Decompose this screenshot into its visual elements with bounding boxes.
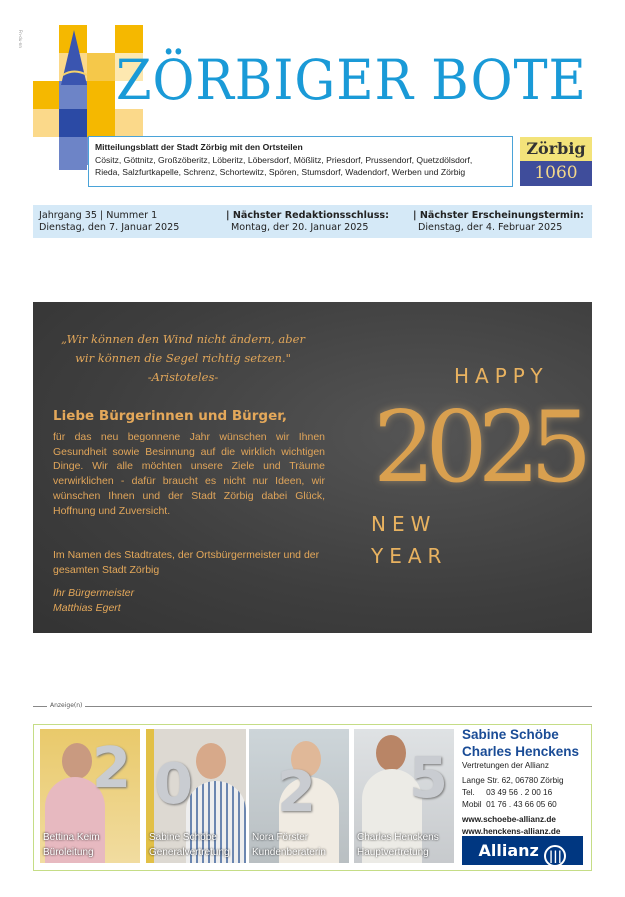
new-year-text	[371, 508, 447, 572]
quote	[53, 330, 313, 387]
badge-top: Zörbig	[520, 137, 592, 161]
issue-info-bar	[33, 205, 592, 238]
quote-line-1: „Wir können den Wind nicht ändern, aber	[61, 332, 305, 346]
agent-name-2: Charles Henckens	[462, 743, 580, 759]
quote-line-2: wir können die Segel richtig setzen."	[75, 351, 291, 365]
staff-role: Kundenberaterin	[252, 847, 326, 858]
newspaper-title: ZÖRBIGER BOTE	[116, 48, 587, 112]
next-issue-label: | Nächster Erscheinungstermin:	[413, 210, 584, 221]
greeting-body: für das neu begonnene Jahr wünschen wir Ihnen Gesundheit sowie Besinnung auf die wirklich wichtigen Dinge. Wir alle möchten unsere Ziele und Träume verwirklichen - dafür braucht es nicht nur Ideen, wir wünschen Ihnen und der Stadt Zörbig dabei Glück, Hoffnung und Zuversicht.	[53, 431, 325, 517]
agency-subtitle: Vertretungen der Allianz	[462, 761, 549, 770]
agent-name-1: Sabine Schöbe	[462, 727, 559, 742]
deadline-date: Montag, der 20. Januar 2025	[231, 222, 369, 233]
side-mark: Fn-du-nn	[18, 30, 23, 48]
new-word: NEW	[371, 512, 437, 536]
allianz-logo	[462, 836, 583, 865]
allianz-emblem-icon: |||	[544, 845, 566, 867]
balloon-digit: 5	[409, 746, 448, 811]
staff-name: Sabine Schöbe	[149, 832, 217, 843]
allianz-advertisement	[33, 724, 592, 871]
website-link-1[interactable]: www.schoebe-allianz.de	[462, 815, 556, 824]
staff-role: Hauptvertretung	[357, 847, 429, 858]
allianz-brand: Allianz	[478, 841, 539, 860]
address: Lange Str. 62, 06780 Zörbig	[462, 776, 564, 785]
ad-label-text: Anzeige(n)	[50, 702, 83, 709]
balloon-digit: 2	[277, 760, 316, 825]
phone: Tel. 03 49 56 . 2 00 16	[462, 788, 553, 797]
staff-photo	[249, 729, 349, 863]
subtitle-heading: Mitteilungsblatt der Stadt Zörbig mit den Ortsteilen	[95, 142, 303, 152]
districts-line-1: Cösitz, Göttnitz, Großzöberitz, Löberitz, Löbersdorf, Mößlitz, Priesdorf, Prussendorf, Quetzdölsdorf,	[95, 154, 473, 165]
staff-name: Nora Förster	[252, 832, 309, 843]
staff-photo	[146, 729, 246, 863]
staff-role: Büroleitung	[43, 847, 94, 858]
advertisement-label	[33, 700, 592, 712]
happy-text: HAPPY	[454, 364, 549, 388]
issue-number: Jahrgang 35 | Nummer 1	[39, 210, 158, 221]
staff-name: Bettina Keim	[43, 832, 100, 843]
mayor-title: Ihr Bürgermeister	[53, 587, 135, 599]
quote-author: -Aristoteles-	[147, 370, 219, 384]
mayor-signature	[53, 586, 134, 615]
mobile: Mobil 01 76 . 43 66 05 60	[462, 800, 557, 809]
year-word: YEAR	[371, 544, 448, 568]
new-year-greeting	[33, 302, 592, 633]
issue-date: Dienstag, den 7. Januar 2025	[39, 222, 180, 233]
balloon-digit: 0	[154, 752, 193, 817]
staff-photo	[40, 729, 140, 863]
staff-photo	[354, 729, 454, 863]
salutation: Liebe Bürgerinnen und Bürger,	[53, 408, 288, 424]
mayor-name: Matthias Egert	[53, 601, 121, 614]
tower-icon	[59, 30, 89, 85]
zoerbig-1060-badge	[520, 137, 592, 186]
year-2025-graphic: 2025	[373, 391, 583, 505]
staff-name: Charles Henckens	[357, 832, 439, 843]
balloon-digit: 2	[92, 736, 131, 801]
website-link-2[interactable]: www.henckens-allianz.de	[462, 826, 561, 836]
next-issue-date: Dienstag, der 4. Februar 2025	[418, 222, 563, 233]
sign-off: Im Namen des Stadtrates, der Ortsbürgermeister und der gesamten Stadt Zörbig	[53, 549, 320, 576]
deadline-label: | Nächster Redaktionsschluss:	[226, 210, 389, 221]
agency-contact	[462, 727, 586, 837]
subtitle-box	[88, 136, 513, 187]
districts-line-2: Rieda, Salzfurtkapelle, Schrenz, Schortewitz, Spören, Stumsdorf, Wadendorf, Werben und Zörbig	[95, 167, 466, 177]
badge-bottom: 1060	[520, 161, 592, 186]
staff-role: Generalvertretung	[149, 847, 230, 858]
